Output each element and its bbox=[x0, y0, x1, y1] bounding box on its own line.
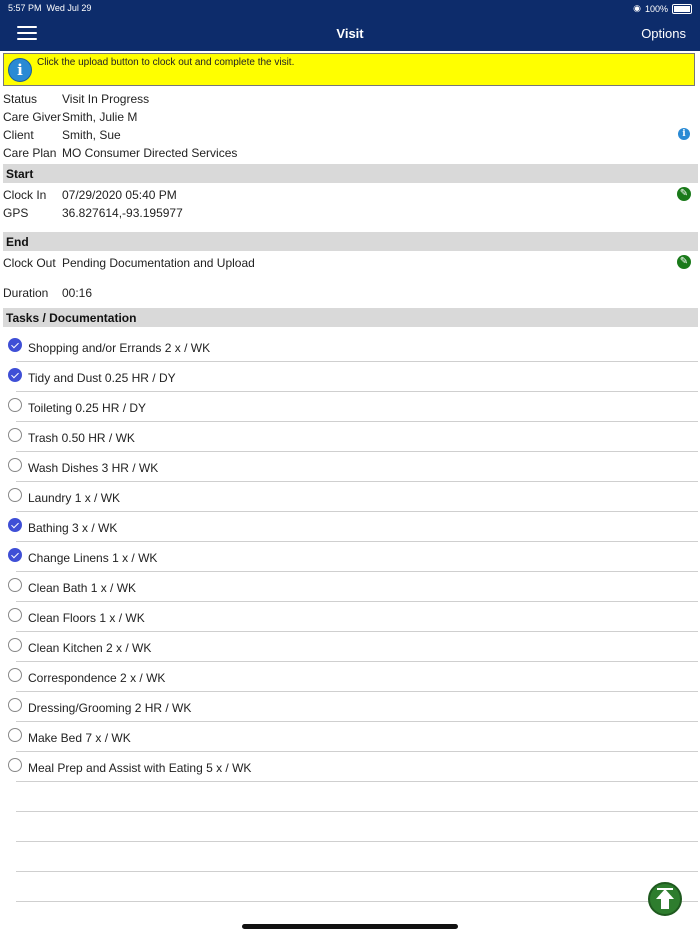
page-title: Visit bbox=[336, 26, 364, 41]
checked-circle-icon[interactable] bbox=[8, 548, 22, 562]
task-label: Tidy and Dust 0.25 HR / DY bbox=[28, 371, 176, 385]
task-row[interactable] bbox=[16, 512, 698, 542]
unchecked-circle-icon[interactable] bbox=[8, 608, 22, 622]
task-label: Make Bed 7 x / WK bbox=[28, 731, 131, 745]
status-time-date bbox=[8, 3, 91, 13]
banner-message: Click the upload button to clock out and complete the visit. bbox=[37, 57, 295, 68]
tasks-header-text: Tasks / Documentation bbox=[6, 311, 137, 325]
nav-bar bbox=[0, 16, 700, 51]
clock-out-label: Clock Out bbox=[3, 256, 56, 270]
task-label: Trash 0.50 HR / WK bbox=[28, 431, 135, 445]
task-row[interactable] bbox=[16, 602, 698, 632]
status-right bbox=[633, 3, 692, 14]
battery-percent: 100% bbox=[644, 3, 668, 14]
empty-row bbox=[16, 812, 698, 842]
options-button[interactable]: Options bbox=[641, 26, 686, 41]
task-label: Clean Bath 1 x / WK bbox=[28, 581, 137, 595]
clock-in-label: Clock In bbox=[3, 188, 47, 202]
unchecked-circle-icon[interactable] bbox=[8, 728, 22, 742]
task-label: Change Linens 1 x / WK bbox=[28, 551, 158, 565]
client-info-icon[interactable]: i bbox=[678, 128, 690, 140]
task-row[interactable] bbox=[16, 362, 698, 392]
task-label: Dressing/Grooming 2 HR / WK bbox=[28, 701, 192, 715]
caregiver-label: Care Giver bbox=[3, 110, 62, 124]
unchecked-circle-icon[interactable] bbox=[8, 428, 22, 442]
checked-circle-icon[interactable] bbox=[8, 368, 22, 382]
status-time: 5:57 PM bbox=[8, 3, 42, 13]
task-label: Laundry 1 x / WK bbox=[28, 491, 121, 505]
task-label: Toileting 0.25 HR / DY bbox=[28, 401, 147, 415]
unchecked-circle-icon[interactable] bbox=[8, 668, 22, 682]
duration-value: 00:16 bbox=[62, 286, 93, 300]
checked-circle-icon[interactable] bbox=[8, 338, 22, 352]
task-row[interactable] bbox=[16, 692, 698, 722]
status-date: Wed Jul 29 bbox=[46, 3, 92, 13]
careplan-value: MO Consumer Directed Services bbox=[62, 146, 238, 160]
task-label: Meal Prep and Assist with Eating 5 x / WK bbox=[28, 761, 252, 775]
task-label: Bathing 3 x / WK bbox=[28, 521, 118, 535]
task-label: Clean Floors 1 x / WK bbox=[28, 611, 145, 625]
edit-clock-in-button[interactable]: ✎ bbox=[677, 187, 691, 201]
task-list bbox=[0, 332, 700, 902]
task-row[interactable] bbox=[16, 482, 698, 512]
client-value: Smith, Sue bbox=[62, 128, 121, 142]
duration-label: Duration bbox=[3, 286, 49, 300]
client-label: Client bbox=[3, 128, 34, 142]
checked-circle-icon[interactable] bbox=[8, 518, 22, 532]
caregiver-value: Smith, Julie M bbox=[62, 110, 138, 124]
task-row[interactable] bbox=[16, 662, 698, 692]
tasks-section-header bbox=[3, 308, 698, 327]
task-row[interactable] bbox=[16, 452, 698, 482]
unchecked-circle-icon[interactable] bbox=[8, 488, 22, 502]
task-label: Shopping and/or Errands 2 x / WK bbox=[28, 341, 211, 355]
unchecked-circle-icon[interactable] bbox=[8, 578, 22, 592]
task-row[interactable] bbox=[16, 332, 698, 362]
empty-row bbox=[16, 782, 698, 812]
end-header-text: End bbox=[6, 235, 29, 249]
task-row[interactable] bbox=[16, 422, 698, 452]
gps-value: 36.827614,-93.195977 bbox=[62, 206, 183, 220]
empty-row bbox=[16, 872, 698, 902]
task-row[interactable] bbox=[16, 722, 698, 752]
unchecked-circle-icon[interactable] bbox=[8, 398, 22, 412]
task-row[interactable] bbox=[16, 392, 698, 422]
start-header-text: Start bbox=[6, 167, 34, 181]
unchecked-circle-icon[interactable] bbox=[8, 638, 22, 652]
battery-icon bbox=[672, 4, 692, 14]
task-label: Wash Dishes 3 HR / WK bbox=[28, 461, 159, 475]
task-row[interactable] bbox=[16, 542, 698, 572]
wifi-icon: ◉ bbox=[633, 3, 641, 13]
edit-clock-out-button[interactable]: ✎ bbox=[677, 255, 691, 269]
gps-label: GPS bbox=[3, 206, 29, 220]
upload-button[interactable] bbox=[648, 882, 682, 916]
careplan-label: Care Plan bbox=[3, 146, 57, 160]
task-row[interactable] bbox=[16, 752, 698, 782]
clock-out-value: Pending Documentation and Upload bbox=[62, 256, 255, 270]
end-section-header bbox=[3, 232, 698, 251]
unchecked-circle-icon[interactable] bbox=[8, 698, 22, 712]
status-label: Status bbox=[3, 92, 38, 106]
task-row[interactable] bbox=[16, 632, 698, 662]
unchecked-circle-icon[interactable] bbox=[8, 758, 22, 772]
status-bar bbox=[0, 0, 700, 16]
start-section-header bbox=[3, 164, 698, 183]
home-indicator bbox=[242, 924, 458, 929]
status-value: Visit In Progress bbox=[62, 92, 150, 106]
clock-in-value: 07/29/2020 05:40 PM bbox=[62, 188, 177, 202]
task-row[interactable] bbox=[16, 572, 698, 602]
task-label: Clean Kitchen 2 x / WK bbox=[28, 641, 152, 655]
unchecked-circle-icon[interactable] bbox=[8, 458, 22, 472]
info-banner bbox=[3, 53, 695, 86]
empty-row bbox=[16, 842, 698, 872]
info-icon: i bbox=[8, 58, 32, 82]
task-label: Correspondence 2 x / WK bbox=[28, 671, 166, 685]
